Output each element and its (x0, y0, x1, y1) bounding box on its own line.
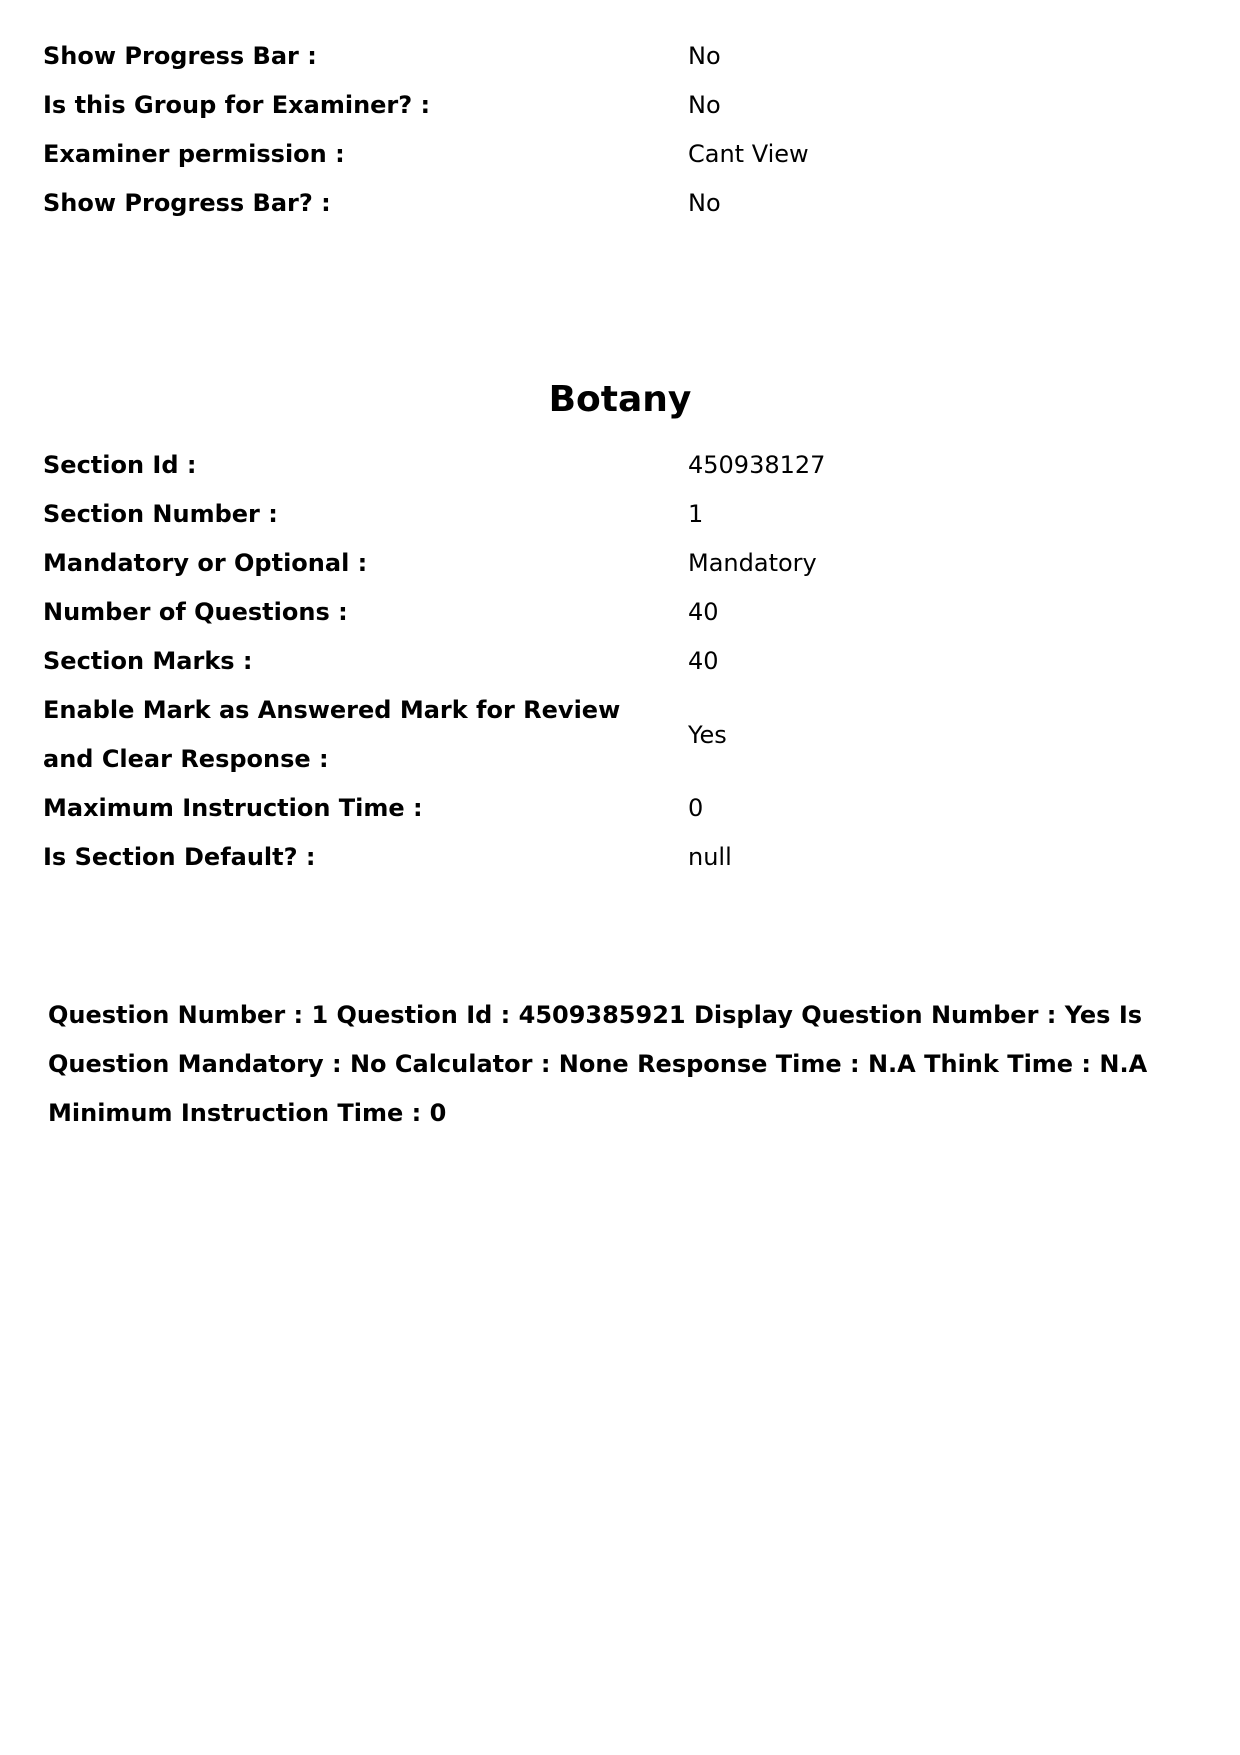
setting-value: Cant View (688, 140, 809, 168)
setting-label: Show Progress Bar? : (43, 189, 331, 217)
detail-label: Enable Mark as Answered Mark for Review and Clear Response : (43, 696, 621, 773)
detail-label: Maximum Instruction Time : (43, 794, 423, 822)
section-detail-row (43, 637, 1203, 686)
detail-value: Yes (688, 720, 727, 749)
section-detail-row (43, 833, 1203, 882)
detail-label: Is Section Default? : (43, 843, 316, 871)
section-detail-row (43, 490, 1203, 539)
detail-label: Section Id : (43, 451, 197, 479)
section-detail-row (43, 784, 1203, 833)
detail-value: 1 (688, 500, 704, 528)
section-title: Botany (548, 379, 692, 420)
setting-value: No (688, 189, 721, 217)
setting-label: Show Progress Bar : (43, 42, 317, 70)
section-detail-row (43, 441, 1203, 490)
detail-value: Mandatory (688, 549, 817, 577)
detail-value: null (688, 843, 732, 871)
group-setting-row (43, 81, 1203, 130)
setting-label: Is this Group for Examiner? : (43, 91, 431, 119)
detail-label: Number of Questions : (43, 598, 348, 626)
detail-value: 0 (688, 794, 704, 822)
section-details-table (43, 441, 1203, 882)
detail-label: Section Number : (43, 500, 278, 528)
group-setting-row (43, 130, 1203, 179)
detail-value: 40 (688, 647, 719, 675)
detail-value: 40 (688, 598, 719, 626)
setting-value: No (688, 91, 721, 119)
setting-label: Examiner permission : (43, 140, 345, 168)
section-detail-row (43, 539, 1203, 588)
detail-value: 450938127 (688, 451, 826, 479)
question-metadata: Question Number : 1 Question Id : 4509385921 Display Question Number : Yes Is Question Mandatory : No Calculator : None Response Time : N.A Think Time : N.A Minimum Instruction Time : 0 (48, 1001, 1148, 1127)
detail-label: Mandatory or Optional : (43, 549, 368, 577)
group-settings-table (43, 32, 1203, 228)
detail-label: Section Marks : (43, 647, 253, 675)
section-detail-row (43, 588, 1203, 637)
setting-value: No (688, 42, 721, 70)
section-detail-row (43, 686, 1203, 784)
group-setting-row (43, 179, 1203, 228)
group-setting-row (43, 32, 1203, 81)
